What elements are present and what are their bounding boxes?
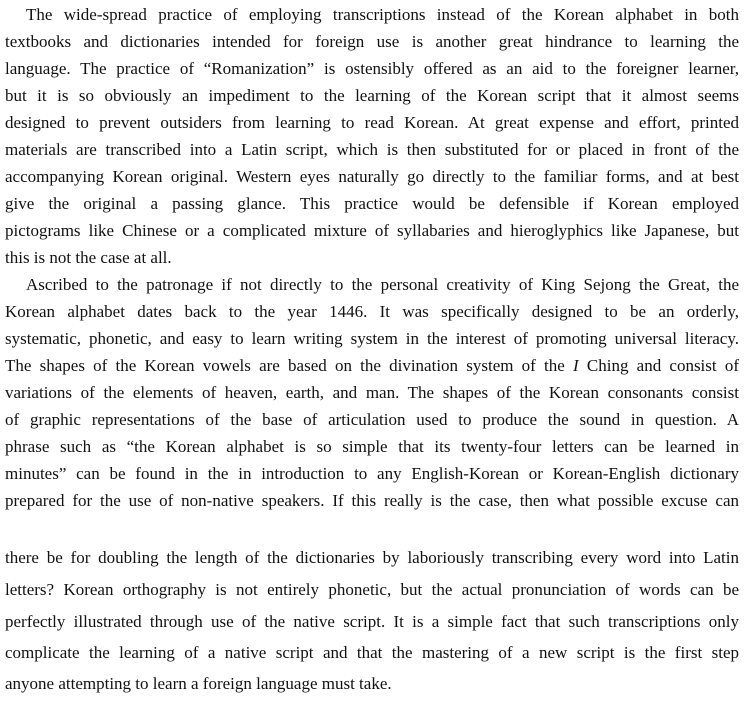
paragraph-2-line-11: letters? Korean orthography is not entirely phonetic, but the actual pronunciation of words can be xyxy=(5,580,739,599)
paragraph-2-line-12: perfectly illustrated through use of the native script. It is a simple fact that such transcriptions only xyxy=(5,612,739,631)
paragraph-1-line-6: materials are transcribed into a Latin script, which is then substituted for or placed in front of the xyxy=(5,140,739,159)
paragraph-1-line-1: The wide-spread practice of employing transcriptions instead of the Korean alphabet in both xyxy=(26,5,739,24)
paragraph-2-line-1: Ascribed to the patronage if not directly to the personal creativity of King Sejong the Great, the xyxy=(26,275,739,294)
paragraph-1-line-7: accompanying Korean original. Western eyes naturally go directly to the familiar forms, and at best xyxy=(5,167,739,186)
paragraph-2-line-4 xyxy=(5,353,739,379)
paragraph-1-line-3: language. The practice of “Romanization” is ostensibly offered as an aid to the foreigner learner, xyxy=(5,59,739,78)
paragraph-2-line-3: systematic, phonetic, and easy to learn writing system in the interest of promoting universal literacy. xyxy=(5,329,739,348)
paragraph-1-line-8: give the original a passing glance. This practice would be defensible if Korean employed xyxy=(5,194,739,213)
paragraph-2-line-5: variations of the elements of heaven, earth, and man. The shapes of the Korean consonants consist xyxy=(5,383,739,402)
paragraph-2-line-6: of graphic representations of the base of articulation used to produce the sound in question. A xyxy=(5,410,739,429)
line-4-text-before: The shapes of the Korean vowels are based on the divination system of the xyxy=(5,356,574,375)
paragraph-2-line-8: minutes” can be found in the in introduction to any English-Korean or Korean-English dictionary xyxy=(5,464,739,483)
paragraph-1-line-5: designed to prevent outsiders from learning to read Korean. At great expense and effort, printed xyxy=(5,113,739,132)
line-4-text-after: Ching and consist of xyxy=(578,356,739,375)
paragraph-2-line-13: complicate the learning of a native script and that the mastering of a new script is the first step xyxy=(5,643,739,662)
paragraph-2-line-14: anyone attempting to learn a foreign language must take. xyxy=(5,674,392,693)
paragraph-2-line-2: Korean alphabet dates back to the year 1446. It was specifically designed to be an orderly, xyxy=(5,302,739,321)
paragraph-2-line-10: there be for doubling the length of the dictionaries by laboriously transcribing every word into Latin xyxy=(5,548,739,567)
paragraph-1-line-10: this is not the case at all. xyxy=(5,248,172,267)
paragraph-1-line-4: but it is so obviously an impediment to the learning of the Korean script that it almost seems xyxy=(5,86,739,105)
i-ching-italic: I xyxy=(573,356,579,375)
paragraph-1-line-9: pictograms like Chinese or a complicated mixture of syllabaries and hieroglyphics like Japanese, but xyxy=(5,221,739,240)
paragraph-2-line-9: prepared for the use of non-native speakers. If this really is the case, then what possible excuse can xyxy=(5,491,739,510)
paragraph-2-line-7: phrase such as “the Korean alphabet is so simple that its twenty-four letters can be learned in xyxy=(5,437,739,456)
paragraph-1-line-2: textbooks and dictionaries intended for foreign use is another great hindrance to learning the xyxy=(5,32,739,51)
